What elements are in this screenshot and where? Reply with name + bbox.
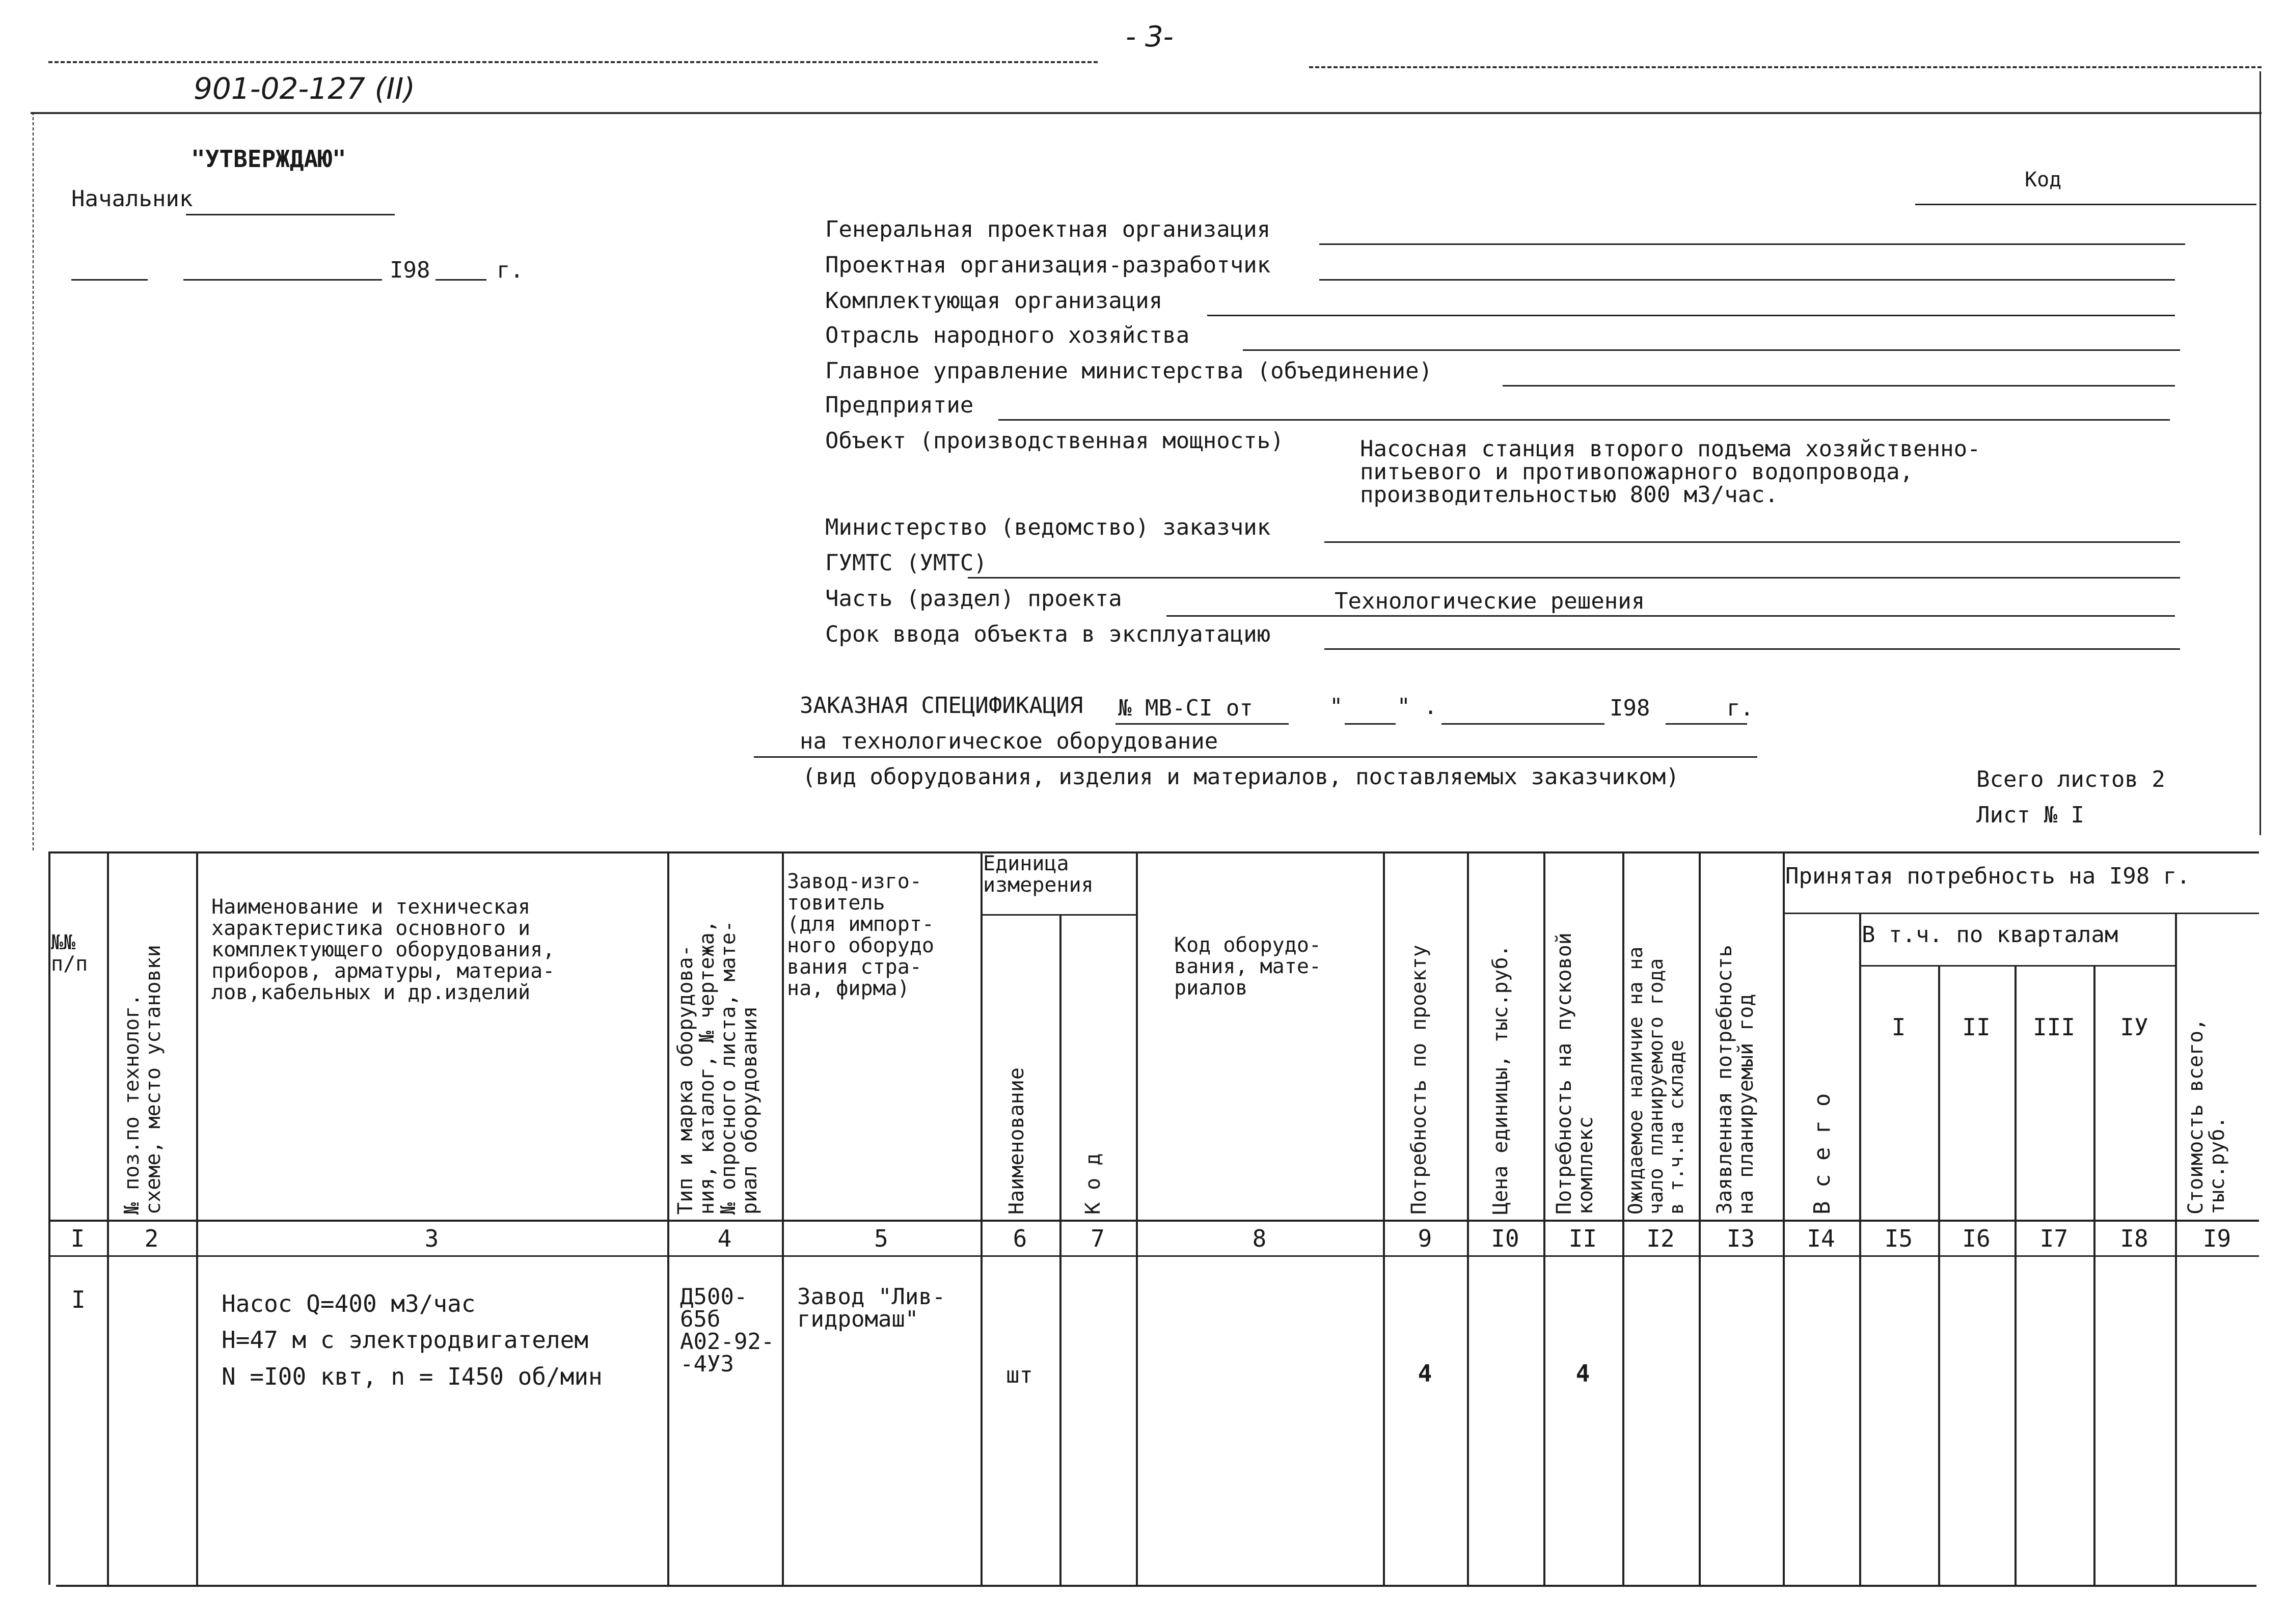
date-month-line <box>183 279 382 281</box>
header-q3: III <box>2032 1013 2076 1041</box>
chief-line <box>186 214 395 215</box>
field-label-gumts: ГУМТС (УМТС) <box>825 550 987 576</box>
code-label: Код <box>2025 168 2062 191</box>
field-label-enterprise: Предприятие <box>825 392 974 418</box>
field-line-commission-date <box>1324 648 2180 650</box>
colnum-row-bottom <box>48 1255 2259 1257</box>
field-line-industry <box>1243 349 2180 351</box>
spec-number: № МВ-СI от <box>1118 695 1253 721</box>
header-equipment-code: Код оборудо- вания, мате- риалов <box>1174 933 1321 1000</box>
header-total: В с е г о <box>1809 1093 1835 1215</box>
field-label-project-part: Часть (раздел) проекта <box>825 586 1122 612</box>
approval-year: I98 <box>390 257 430 283</box>
field-label-object: Объект (производственная мощность) <box>825 428 1284 454</box>
field-line-complect <box>1207 315 2175 316</box>
colnum-8: 8 <box>1252 1225 1267 1252</box>
colnum-1: I <box>70 1225 85 1252</box>
date-day-line <box>71 279 148 281</box>
col-border-12 <box>1699 851 1701 1585</box>
spec-number-line <box>1115 723 1289 725</box>
chief-label: Начальник <box>71 186 193 212</box>
row-need-start: 4 <box>1575 1360 1590 1387</box>
top-rule-right <box>1309 66 2262 68</box>
field-line-customer-ministry <box>1324 541 2180 543</box>
header-num: №№ п/п <box>51 931 88 976</box>
spec-subtitle-line <box>754 756 1757 758</box>
spec-year: I98 <box>1610 695 1650 721</box>
row-unit: шт <box>1006 1362 1033 1388</box>
top-rule-left <box>48 61 1098 63</box>
field-label-general-org: Генеральная проектная организация <box>825 216 1271 242</box>
colnum-6: 6 <box>1013 1225 1027 1252</box>
header-rule <box>31 112 2262 114</box>
accepted-subheader-line <box>1783 913 2259 914</box>
sheet-number: Лист № I <box>1976 802 2084 828</box>
field-label-ministry-dept: Главное управление министерства (объединение) <box>825 358 1433 384</box>
col-border-5 <box>981 851 983 1585</box>
header-q4: IУ <box>2120 1013 2148 1041</box>
col-border-3 <box>667 851 669 1585</box>
field-label-complect: Комплектующая организация <box>825 288 1163 314</box>
field-label-industry: Отрасль народного хозяйства <box>825 322 1190 348</box>
col-border-15 <box>1938 965 1940 1585</box>
field-value-object: Насосная станция второго подъема хозяйственно- питьевого и противопожарного водопровода, производительностью 800 м3/час. <box>1360 436 1981 508</box>
field-line-project-part <box>1166 615 2175 617</box>
col-border-0 <box>48 851 50 1585</box>
header-plant: Завод-изго- товитель (для импорт- ного оборудо вания стра- на, фирма) <box>787 870 934 1000</box>
approval-year-suffix: г. <box>497 257 524 283</box>
header-unit-name: Наименование <box>1005 1067 1028 1215</box>
page-number: - 3- <box>1126 20 1174 53</box>
col-border-7 <box>1136 851 1138 1585</box>
col-border-13 <box>1783 851 1785 1585</box>
header-need-start: Потребность на пусковой комплекс <box>1553 932 1597 1215</box>
col-border-2 <box>196 851 198 1585</box>
colnum-7: 7 <box>1091 1225 1105 1252</box>
row-need-project: 4 <box>1418 1360 1432 1387</box>
header-pos: № поз.по технолог. схеме, место установки <box>120 945 165 1215</box>
field-line-gumts <box>968 577 2180 579</box>
col-border-8 <box>1383 851 1385 1585</box>
colnum-4: 4 <box>717 1225 732 1252</box>
spec-year-suffix: г. <box>1727 695 1754 721</box>
spec-date: " " . <box>1329 694 1437 720</box>
spec-note: (вид оборудования, изделия и материалов, поставляемых заказчиком) <box>802 764 1679 790</box>
colnum-row-top <box>48 1220 2259 1222</box>
header-cost: Стоимость всего, тыс.руб. <box>2184 1018 2229 1215</box>
header-declared: Заявленная потребность на планируемый год <box>1713 945 1758 1215</box>
table-bottom-border <box>56 1585 2256 1587</box>
spec-year-line <box>1666 723 1747 725</box>
row-plant: Завод "Лив- гидромаш" <box>797 1284 946 1332</box>
colnum-19: I9 <box>2202 1225 2231 1252</box>
colnum-15: I5 <box>1884 1225 1913 1252</box>
spec-date-day-line <box>1345 723 1396 725</box>
sheets-total: Всего листов 2 <box>1976 766 2165 792</box>
field-line-developer <box>1319 279 2175 281</box>
header-q1: I <box>1891 1013 1906 1041</box>
spec-subtitle: на технологическое оборудование <box>800 728 1218 754</box>
colnum-14: I4 <box>1807 1225 1835 1252</box>
colnum-3: 3 <box>424 1225 439 1252</box>
field-label-developer: Проектная организация-разработчик <box>825 252 1271 278</box>
doc-code: 901-02-127 (II) <box>194 71 415 106</box>
colnum-13: I3 <box>1726 1225 1755 1252</box>
header-unit-price: Цена единицы, тыс.руб. <box>1489 945 1512 1215</box>
page-left-border <box>33 112 34 850</box>
col-border-16 <box>2015 965 2017 1585</box>
field-value-project-part: Технологические решения <box>1335 588 1645 614</box>
col-border-17 <box>2093 965 2096 1585</box>
header-expected: Ожидаемое наличие на на чало планируемого года в т.ч.на складе <box>1624 946 1688 1215</box>
colnum-16: I6 <box>1962 1225 1991 1252</box>
colnum-17: I7 <box>2039 1225 2069 1252</box>
col-border-10 <box>1543 851 1545 1585</box>
header-unit-code: К о д <box>1081 1153 1105 1215</box>
header-q2: II <box>1962 1013 1991 1041</box>
header-accepted: Принятая потребность на I98 г. <box>1785 863 2190 889</box>
header-unit: Единица измерения <box>983 852 1094 897</box>
code-line <box>1915 204 2256 205</box>
quarters-subheader-line <box>1859 965 2175 967</box>
field-line-ministry-dept <box>1503 385 2175 387</box>
col-border-1 <box>107 851 109 1585</box>
spec-title: ЗАКАЗНАЯ СПЕЦИФИКАЦИЯ <box>800 693 1083 719</box>
header-quarters: В т.ч. по кварталам <box>1862 922 2118 948</box>
colnum-11: II <box>1568 1225 1597 1252</box>
row-name: Насос Q=400 м3/час Н=47 м с электродвигателем N =I00 квт, n = I450 об/мин <box>222 1290 603 1390</box>
field-line-general-org <box>1319 243 2185 245</box>
page-right-border <box>2260 71 2261 835</box>
colnum-5: 5 <box>874 1225 888 1252</box>
unit-subheader-line <box>981 914 1136 916</box>
row-type: Д500- 65б А02-92- -4У3 <box>680 1284 775 1377</box>
col-border-4 <box>782 851 784 1585</box>
colnum-9: 9 <box>1418 1225 1432 1252</box>
field-label-customer-ministry: Министерство (ведомство) заказчик <box>825 514 1271 540</box>
colnum-12: I2 <box>1646 1225 1675 1252</box>
table-top-border <box>48 851 2259 854</box>
approval-stamp: "УТВЕРЖДАЮ" <box>191 145 346 173</box>
spec-date-month-line <box>1441 723 1604 725</box>
colnum-18: I8 <box>2120 1225 2148 1252</box>
header-need-project: Потребность по проекту <box>1407 945 1431 1215</box>
date-year-line <box>436 279 486 281</box>
field-line-enterprise <box>998 419 2170 421</box>
col-border-9 <box>1467 851 1469 1585</box>
field-label-commission-date: Срок ввода объекта в эксплуатацию <box>825 621 1271 647</box>
colnum-2: 2 <box>144 1225 159 1252</box>
colnum-10: I0 <box>1491 1225 1519 1252</box>
header-type: Тип и марка оборудова- ния, каталог, № чертежа, № опросного листа, мате- риал оборудования <box>674 920 761 1215</box>
header-name: Наименование и техническая характеристика основного и комплектующего оборудования, приборов, арматуры, материа- лов,кабельных и др.изделий <box>211 895 555 1004</box>
row-num: I <box>71 1286 86 1313</box>
